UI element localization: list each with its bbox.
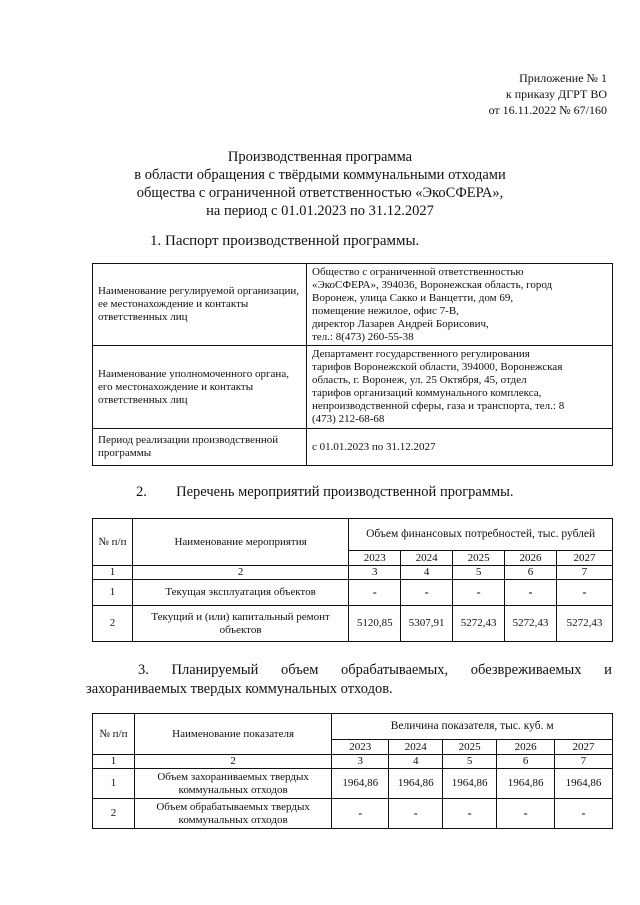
passport-value (307, 346, 613, 429)
value-cell: 5272,43 (453, 606, 505, 642)
passport-table (92, 263, 613, 466)
table-row (93, 606, 613, 642)
measure-name: Текущий и (или) капитальный ремонт объектов (132, 606, 348, 642)
value-cell: - (443, 799, 497, 829)
title-line: Производственная программа (227, 149, 413, 165)
indicator-name: Объем захораниваемых твердых коммунальных отходов (134, 769, 331, 799)
indicators-table (92, 713, 613, 829)
col-group-header: Величина показателя, тыс. куб. м (332, 714, 613, 740)
appendix-line: от 16.11.2022 № 67/160 (488, 103, 607, 117)
value-line: директор Лазарев Андрей Борисович, (312, 317, 489, 330)
index-cell: 2 (134, 755, 331, 769)
heading-word: обезвреживаемых (470, 662, 582, 678)
year-header: 2027 (555, 740, 613, 755)
row-number: 1 (93, 580, 133, 606)
index-cell: 3 (349, 566, 401, 580)
value-cell: - (557, 580, 613, 606)
year-header: 2025 (443, 740, 497, 755)
heading-word: Планируемый (171, 662, 259, 678)
year-header: 2023 (349, 551, 401, 566)
section3-heading (86, 661, 612, 699)
value-cell: - (453, 580, 505, 606)
value-line: Общество с ограниченной ответственностью (312, 265, 524, 278)
section-number: 3. (138, 662, 149, 678)
indicator-name: Объем обрабатываемых твердых коммунальных отходов (134, 799, 331, 829)
passport-value (307, 264, 613, 346)
section-title: Перечень мероприятий производственной программы. (176, 484, 514, 500)
index-cell: 4 (389, 755, 443, 769)
value-line: с 01.01.2023 по 31.12.2027 (312, 440, 436, 453)
index-cell: 7 (557, 566, 613, 580)
appendix-reference (489, 70, 607, 118)
heading-word: обрабатываемых, (341, 662, 449, 678)
document-title (0, 148, 640, 220)
appendix-line: к приказу ДГРТ ВО (505, 87, 607, 101)
value-cell: - (505, 580, 557, 606)
index-cell: 1 (93, 755, 135, 769)
row-number: 1 (93, 769, 135, 799)
value-cell: 5307,91 (401, 606, 453, 642)
index-cell: 4 (401, 566, 453, 580)
section1-heading: 1. Паспорт производственной программы. (150, 233, 420, 249)
index-cell: 7 (555, 755, 613, 769)
value-cell: - (555, 799, 613, 829)
year-header: 2026 (505, 551, 557, 566)
passport-label: Наименование регулируемой организации, ее местонахождение и контакты ответственных лиц (93, 264, 307, 346)
table-row (93, 346, 613, 429)
section2-heading (136, 484, 514, 501)
col-group-header: Объем финансовых потребностей, тыс. рублей (349, 519, 613, 551)
value-cell: 1964,86 (389, 769, 443, 799)
value-line: «ЭкоСФЕРА», 394036, Воронежская область, город (312, 278, 553, 291)
section-number: 2. (136, 484, 147, 500)
table-row (93, 580, 613, 606)
value-line: область, г. Воронеж, ул. 25 Октября, 45, отдел (312, 374, 527, 386)
section-title-line2: захораниваемых твердых коммунальных отходов. (86, 681, 393, 697)
row-number: 2 (93, 606, 133, 642)
col-name-header: Наименование мероприятия (132, 519, 348, 566)
appendix-line: Приложение № 1 (519, 71, 607, 85)
index-cell: 1 (93, 566, 133, 580)
table-header-row (93, 714, 613, 740)
year-header: 2023 (332, 740, 389, 755)
value-cell: 1964,86 (443, 769, 497, 799)
heading-word: объем (281, 662, 319, 678)
value-cell: 5272,43 (505, 606, 557, 642)
value-cell: - (401, 580, 453, 606)
value-cell: - (332, 799, 389, 829)
value-line: тарифов Воронежской области, 394000, Воронежская (312, 361, 563, 373)
title-line: на период с 01.01.2023 по 31.12.2027 (206, 203, 434, 219)
value-cell: 1964,86 (555, 769, 613, 799)
passport-label: Наименование уполномоченного органа, его местонахождение и контакты ответственных лиц (93, 346, 307, 429)
value-line: Воронеж, улица Сакко и Ванцетти, дом 69, (312, 291, 514, 304)
table-row (93, 264, 613, 346)
value-cell: 5272,43 (557, 606, 613, 642)
col-num-header: № п/п (93, 519, 133, 566)
value-cell: - (349, 580, 401, 606)
index-row (93, 566, 613, 580)
heading-word: и (604, 662, 612, 678)
passport-label: Период реализации производственной программы (93, 429, 307, 466)
title-line: общества с ограниченной ответственностью «ЭкоСФЕРА», (136, 185, 504, 201)
value-line: (473) 212-68-68 (312, 413, 385, 425)
value-cell: 1964,86 (332, 769, 389, 799)
table-row (93, 799, 613, 829)
value-line: тел.: 8(473) 260-55-38 (312, 330, 414, 343)
index-cell: 3 (332, 755, 389, 769)
index-cell: 2 (132, 566, 348, 580)
year-header: 2027 (557, 551, 613, 566)
year-header: 2024 (401, 551, 453, 566)
index-cell: 5 (453, 566, 505, 580)
index-cell: 5 (443, 755, 497, 769)
value-cell: 5120,85 (349, 606, 401, 642)
value-cell: - (497, 799, 555, 829)
measures-table (92, 518, 613, 642)
table-row (93, 769, 613, 799)
year-header: 2024 (389, 740, 443, 755)
passport-value (307, 429, 613, 466)
measure-name: Текущая эксплуатация объектов (132, 580, 348, 606)
col-name-header: Наименование показателя (134, 714, 331, 755)
title-line: в области обращения с твёрдыми коммунальными отходами (134, 167, 506, 183)
value-cell: 1964,86 (497, 769, 555, 799)
year-header: 2026 (497, 740, 555, 755)
index-cell: 6 (497, 755, 555, 769)
value-line: непроизводственной сферы, газа и транспорта, тел.: 8 (312, 400, 565, 412)
row-number: 2 (93, 799, 135, 829)
col-num-header: № п/п (93, 714, 135, 755)
index-cell: 6 (505, 566, 557, 580)
year-header: 2025 (453, 551, 505, 566)
value-line: Департамент государственного регулирования (312, 348, 530, 360)
table-row (93, 429, 613, 466)
value-line: тарифов организаций коммунального комплекса, (312, 387, 542, 399)
value-cell: - (389, 799, 443, 829)
value-line: помещение нежилое, офис 7-В, (312, 304, 459, 317)
index-row (93, 755, 613, 769)
table-header-row (93, 519, 613, 551)
